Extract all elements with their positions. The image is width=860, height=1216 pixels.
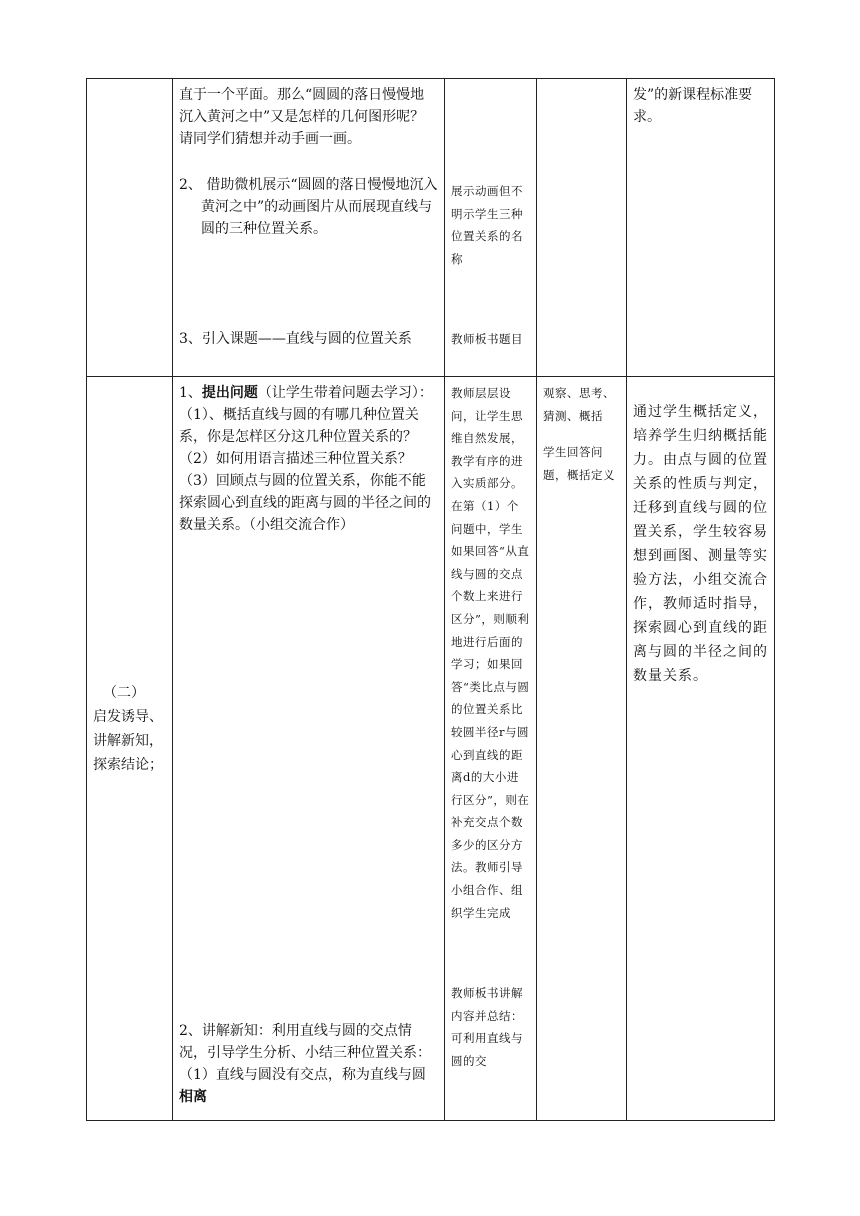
table-row <box>87 377 775 1121</box>
stage-label: 讲解新知， <box>93 732 163 749</box>
bold-term: 提出问题 <box>201 385 258 401</box>
content-item-2: 2、 借助微机展示“圆圆的落日慢慢地沉入黄河之中”的动画图片从而展现直线与圆的三种位置关系。 <box>179 177 438 237</box>
student-cell <box>537 79 627 377</box>
teacher-note: 展示动画但不明示学生三种位置关系的名称 <box>451 184 523 266</box>
content-intro: 直于一个平面。那么“圆圆的落日慢慢地沉入黄河之中”又是怎样的几何图形呢？请同学们猜想并动手画一画。 <box>179 87 425 147</box>
stage-cell <box>87 377 173 1121</box>
stage-label: 探索结论； <box>93 756 163 773</box>
content-item-2-1 <box>179 1064 438 1108</box>
question-3: （3）回顾点与圆的位置关系，你能不能探索圆心到直线的距离与圆的半径之间的数量关系。（小组交流合作） <box>179 473 431 533</box>
content-item-3: 3、引入课题——直线与圆的位置关系 <box>179 331 412 347</box>
bold-term: 相离 <box>179 1089 207 1105</box>
stage-label: 启发诱导、 <box>93 708 163 725</box>
intent-cell <box>627 377 775 1121</box>
content-cell <box>173 377 445 1121</box>
intent-text: 发”的新课程标准要求。 <box>633 87 753 125</box>
student-cell <box>537 377 627 1121</box>
stage-cell <box>87 79 173 377</box>
intent-text: 通过学生概括定义，培养学生归纳概括能力。由点与圆的位置关系的性质与判定，迁移到直线与圆的位置关系，学生较容易想到画图、测量等实验方法，小组交流合作，教师适时指导，探索圆心到直线的距离与圆的半径之间的数量关系。 <box>633 404 768 684</box>
content-item-2: 2、讲解新知：利用直线与圆的交点情况，引导学生分析、小结三种位置关系： <box>179 1023 431 1061</box>
teacher-note: 教师层层设问，让学生思维自然发展，教学有序的进入实质部分。在第（1）个问题中，学生如果回答“从直线与圆的交点个数上来进行区分”，则顺利地进行后面的学习；如果回答“类比点与圆的位置关系比较圆半径r与圆心到直线的距离d的大小进行区分”，则在补充交点个数多少的区分方法。教师引导小组合作、组织学生完成 <box>451 386 530 920</box>
question-1: （1）、概括直线与圆的有哪几种位置关系，你是怎样区分这几种位置关系的？ <box>179 407 419 445</box>
heading-rest: （让学生带着问题去学习）： <box>257 385 433 401</box>
teacher-note: 教师板书讲解内容并总结：可利用直线与圆的交 <box>451 986 523 1069</box>
question-2: （2）如何用语言描述三种位置关系？ <box>179 451 412 467</box>
item-number: 1、 <box>179 385 202 401</box>
teacher-cell <box>445 79 537 377</box>
content-cell <box>173 79 445 377</box>
lesson-plan-table <box>86 78 775 1121</box>
stage-label: （二） <box>103 684 145 701</box>
teacher-note: 教师板书题目 <box>451 332 523 347</box>
content-question-heading <box>179 382 438 404</box>
student-activity: 观察、思考、猜测、概括 <box>543 386 615 423</box>
student-activity: 学生回答问题，概括定义 <box>543 445 615 482</box>
item-text: （1）直线与圆没有交点，称为直线与圆 <box>179 1067 426 1083</box>
table-row <box>87 79 775 377</box>
teacher-cell <box>445 377 537 1121</box>
intent-cell <box>627 79 775 377</box>
